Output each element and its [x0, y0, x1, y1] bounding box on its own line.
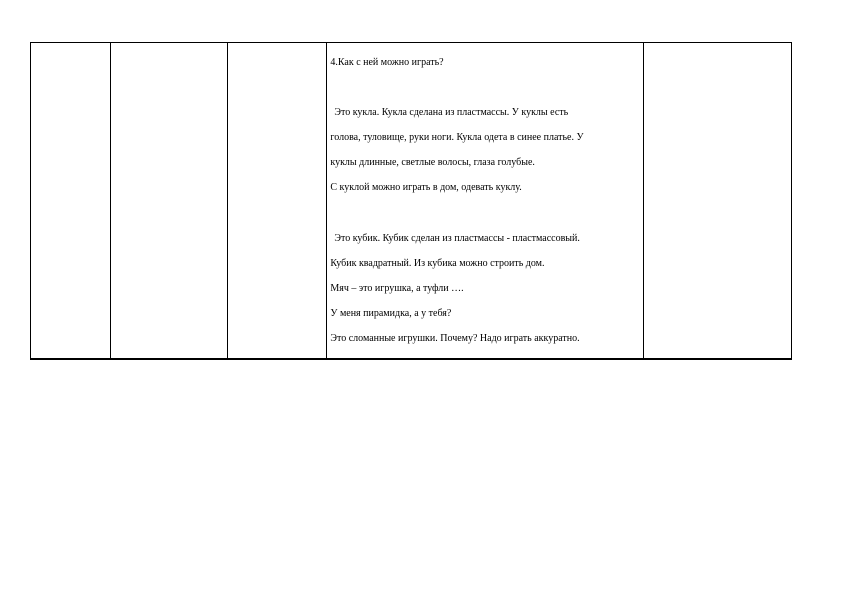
blank-line: [330, 207, 640, 220]
text-line: Кубик квадратный. Из кубика можно строить дом.: [330, 257, 545, 269]
lesson-table: [30, 42, 792, 360]
text-line: голова, туловище, руки ноги. Кукла одета в синее платье. У: [330, 132, 584, 143]
table-cell-5: [643, 43, 791, 359]
text-line: Мяч – это игрушка, а туфли ….: [330, 282, 464, 294]
table-cell-4: [327, 43, 643, 359]
table-cell-1: [31, 43, 111, 359]
table-cell-3: [228, 43, 327, 359]
text-line: 4.Как с ней можно играть?: [330, 56, 444, 68]
activity-text: [327, 43, 642, 358]
table-cell-2: [111, 43, 228, 359]
text-line: Это кукла. Кукла сделана из пластмассы. У куклы есть: [334, 107, 569, 118]
text-line: куклы длинные, светлые волосы, глаза голубые.: [330, 157, 535, 168]
text-line: С куклой можно играть в дом, одевать куклу.: [330, 182, 522, 193]
text-line: У меня пирамидка, а у тебя?: [330, 307, 452, 319]
table-row: [31, 43, 792, 359]
text-line: Это сломанные игрушки. Почему? Надо играть аккуратно.: [330, 332, 580, 344]
text-line: Это кубик. Кубик сделан из пластмассы - пластмассовый.: [334, 232, 580, 244]
blank-line: [330, 82, 640, 95]
